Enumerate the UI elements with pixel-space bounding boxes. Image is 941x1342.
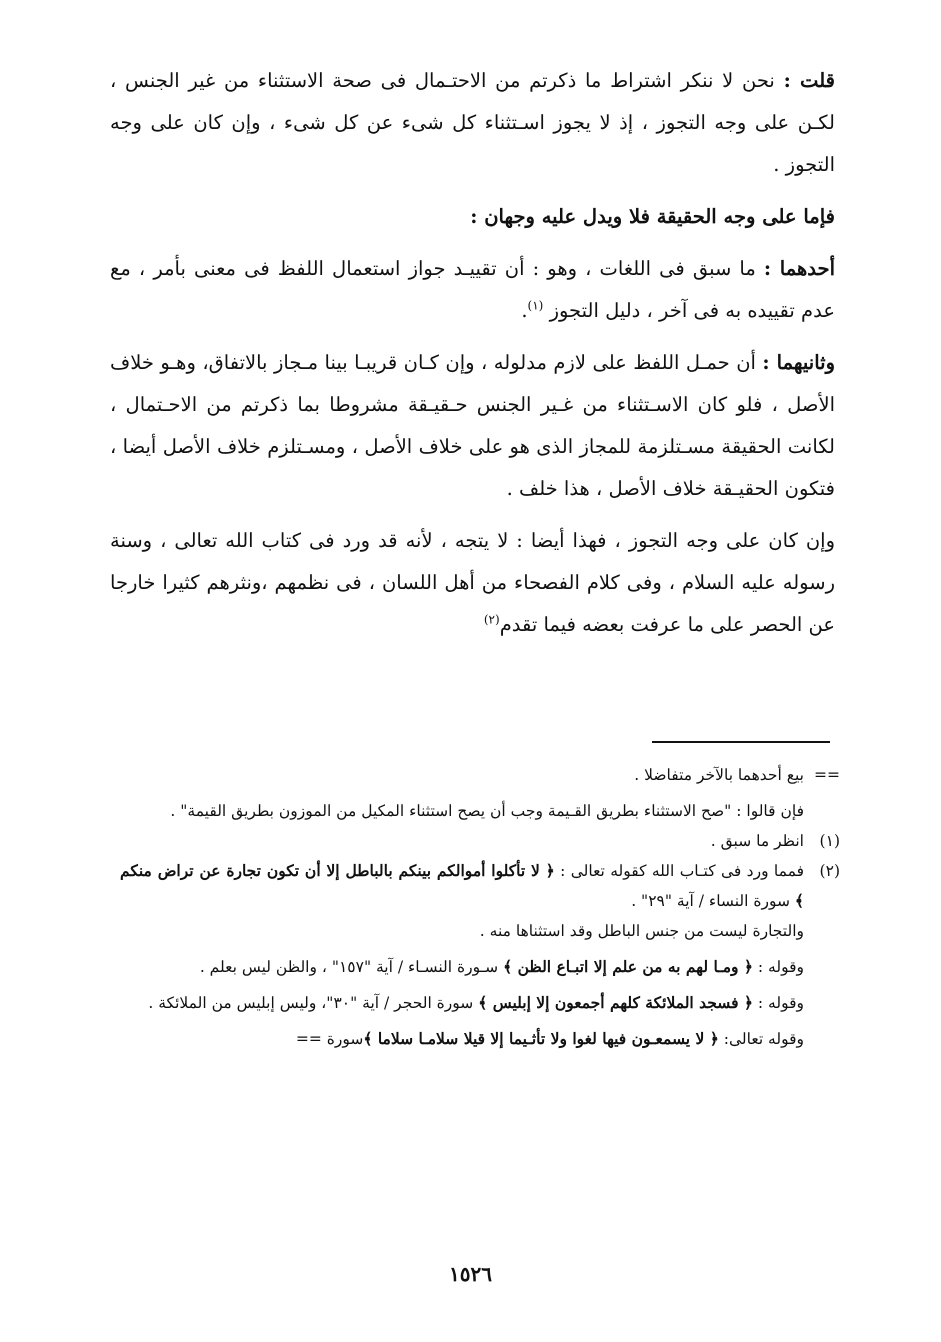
footnote-divider xyxy=(652,741,830,743)
footnote-line xyxy=(120,988,804,1018)
quran-verse: ﴿ ومـا لهم به من علم إلا اتبـاع الظن ﴾ xyxy=(503,957,753,976)
footnote-line xyxy=(120,1024,804,1054)
quran-verse: ﴿ لا تأكلوا أموالكم بينكم بالباطل إلا أن تكون تجارة عن تراض منكم ﴾ xyxy=(120,861,804,910)
paragraph-text: نحن لا ننكر اشتراط ما ذكرتم من الاحتـمال فى صحة الاستثناء من غير الجنس ، لكـن على وجه التجوز ، إذ لا يجوز اسـتثناء كل شىء عن كل شىء ، وإن كان على وجه التجوز . xyxy=(110,69,835,176)
footnote-text: وقوله : xyxy=(752,958,804,976)
footnote-line: والتجارة ليست من جنس الباطل وقد استثناها منه . xyxy=(479,922,804,940)
verse-reference: سورة النساء / آية "٢٩" . xyxy=(631,892,795,910)
footnotes xyxy=(120,760,840,1054)
footnote-1 xyxy=(120,826,840,856)
footnote-line: فإن قالوا : "صح الاستثناء بطريق القـيمة وجب أن يصح استثناء المكيل من الموزون بطريق القيمة" . xyxy=(170,802,804,820)
paragraph xyxy=(110,60,835,186)
paragraph xyxy=(110,248,835,332)
verse-reference: سورة == xyxy=(295,1030,364,1048)
quran-verse: ﴿ فسجد الملائكة كلهم أجمعون إلا إبليس ﴾ xyxy=(478,993,753,1012)
footnote-ref: (١) xyxy=(527,298,544,313)
paragraph xyxy=(110,520,835,646)
footnote-line: بيع أحدهما بالآخر متفاضلا . xyxy=(634,766,804,784)
section-heading: فإما على وجه الحقيقة فلا ويدل عليه وجهان : xyxy=(470,205,835,228)
paragraph-lead: قلت : xyxy=(783,69,835,92)
footnote-2 xyxy=(120,856,840,1054)
verse-reference: سورة الحجر / آية "٣٠"، وليس إبليس من الملائكة . xyxy=(148,994,479,1012)
paragraph-text: وإن كان على وجه التجوز ، فهذا أيضا : لا يتجه ، لأنه قد ورد فى كتاب الله تعالى ، وسنة رسوله عليه السلام ، وفى كلام الفصحاء من أهل اللسان ، فى نظمهم ،ونثرهم كثيرا خارجا عن الحصر على ما عرفت بعضه فيما تقدم xyxy=(110,529,835,636)
paragraph-lead: وثانيهما : xyxy=(762,351,835,374)
quran-verse: ﴿ لا يسمعـون فيها لغوا ولا تأثـيما إلا قيلا سلامـا سلاما ﴾ xyxy=(363,1029,719,1048)
paragraph-end: . xyxy=(521,299,528,322)
footnote-text: وقوله : xyxy=(752,994,804,1012)
footnote-ref: (٢) xyxy=(483,612,500,627)
footnote-mark: (١) xyxy=(819,832,840,850)
footnote-line: انظر ما سبق . xyxy=(710,832,804,850)
paragraph-text: أن حمـل اللفظ على لازم مدلوله ، وإن كـان قريبـا بينا مـجاز بالاتفاق، وهـو خلاف الأصل ، فلو كان الاسـتثناء من غـير الجنس حـقيـقة مشروطا بما ذكرتم من الاحـتمال ، لكانت الحقيقة مسـتلزمة للمجاز الذى هو على خلاف الأصل ، ومسـتلزم خلاف الأصل أيضا ، فتكون الحقيـقة خلاف الأصل ، هذا خلف . xyxy=(110,351,835,500)
main-text xyxy=(110,60,835,656)
footnote-mark: == xyxy=(814,766,840,784)
footnote-line xyxy=(120,952,804,982)
footnote-continued xyxy=(120,760,840,826)
paragraph xyxy=(110,342,835,510)
paragraph-text: ما سبق فى اللغات ، وهو : أن تقييـد جواز استعمال اللفظ فى معنى بأمر ، مع عدم تقييده به فى آخر ، دليل التجوز xyxy=(110,257,835,322)
footnote-mark: (٢) xyxy=(819,862,840,880)
paragraph-lead: أحدهما : xyxy=(763,257,836,280)
footnote-line xyxy=(120,856,804,916)
verse-reference: سـورة النسـاء / آية "١٥٧" ، والظن ليس بعلم . xyxy=(199,958,504,976)
footnote-text: وقوله تعالى: xyxy=(718,1030,804,1048)
page-number: ١٥٢٦ xyxy=(449,1262,492,1286)
footnote-text: فمما ورد فى كتـاب الله كقوله تعالى : xyxy=(554,862,804,880)
